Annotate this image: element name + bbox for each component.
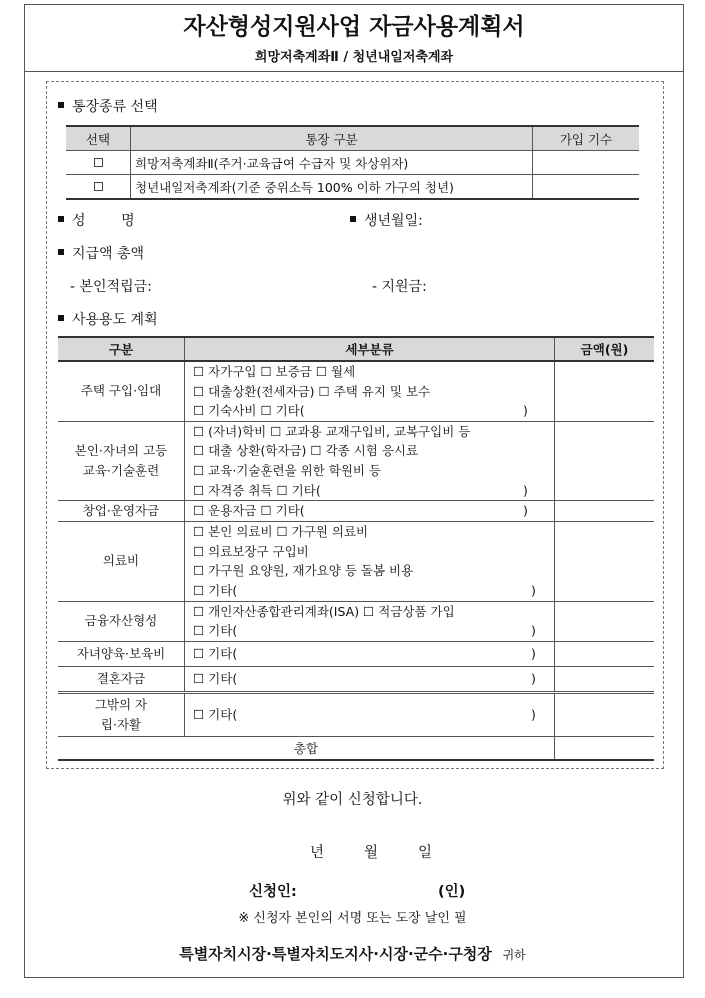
detail-line[interactable]: ☐ 의료보장구 구입비 bbox=[193, 543, 309, 559]
support-amount-label: - 지원금: bbox=[372, 279, 427, 295]
detail-line[interactable]: ☐ 개인자산종합관리계좌(ISA) ☐ 적금상품 가입 bbox=[193, 603, 455, 619]
category-housing: 주택 구입·임대 bbox=[58, 361, 185, 421]
recipient-line bbox=[0, 943, 705, 964]
detail-line[interactable] bbox=[193, 581, 550, 601]
header-divider bbox=[24, 71, 684, 72]
amount-other[interactable] bbox=[555, 692, 655, 736]
detail-line[interactable] bbox=[193, 669, 550, 689]
category-other bbox=[58, 692, 185, 736]
detail-housing bbox=[185, 361, 555, 421]
account-name-1: 희망저축계좌Ⅱ(주거·교육급여 수급자 및 차상위자) bbox=[131, 151, 533, 175]
close-paren: ) bbox=[523, 503, 528, 519]
detail-medical bbox=[185, 522, 555, 601]
detail-text: ☐ 기숙사비 ☐ 기타( bbox=[193, 403, 305, 419]
usage-heading-text: 사용용도 계획 bbox=[72, 312, 158, 328]
detail-line[interactable] bbox=[193, 481, 550, 501]
date-day: 일 bbox=[418, 845, 433, 861]
detail-line[interactable]: ☐ 본인 의료비 ☐ 가구원 의료비 bbox=[193, 524, 369, 540]
detail-line[interactable] bbox=[193, 401, 550, 421]
detail-text: ☐ 기타( bbox=[193, 623, 238, 639]
applicant-name-label bbox=[58, 210, 135, 230]
detail-line[interactable]: ☐ 가구원 요양원, 재가요양 등 돌봄 비용 bbox=[193, 563, 414, 579]
table-row bbox=[58, 601, 654, 641]
close-paren: ) bbox=[531, 645, 536, 661]
self-savings-label: - 본인적립금: bbox=[70, 279, 152, 295]
bullet-square-icon bbox=[58, 315, 64, 321]
col-category: 구분 bbox=[58, 337, 185, 361]
form-title: 자산형성지원사업 자금사용계획서 bbox=[183, 14, 525, 40]
col-amount: 금액(원) bbox=[555, 337, 655, 361]
detail-text: ☐ 운용자금 ☐ 기타( bbox=[193, 503, 305, 519]
table-row bbox=[58, 421, 654, 500]
seal-label[interactable]: (인) bbox=[438, 884, 466, 900]
detail-text: ☐ 기타( bbox=[193, 645, 238, 661]
detail-other bbox=[185, 692, 555, 736]
applicant-signature-label: 신청인: bbox=[249, 884, 297, 900]
table-row bbox=[58, 666, 654, 692]
bullet-square-icon bbox=[58, 216, 64, 222]
account-heading-text: 통장종류 선택 bbox=[72, 99, 158, 115]
category-medical: 의료비 bbox=[58, 522, 185, 601]
table-row bbox=[58, 501, 654, 522]
amount-startup[interactable] bbox=[555, 501, 655, 522]
detail-line[interactable] bbox=[193, 621, 550, 641]
close-paren: ) bbox=[523, 403, 528, 419]
name-label-text: 성 명 bbox=[72, 213, 135, 229]
amount-housing[interactable] bbox=[555, 361, 655, 421]
detail-financial bbox=[185, 601, 555, 641]
statement-text: 위와 같이 신청합니다. bbox=[282, 792, 423, 808]
recipient-suffix: 귀하 bbox=[502, 948, 526, 962]
table-row bbox=[58, 692, 654, 736]
bullet-square-icon bbox=[58, 249, 64, 255]
table-row bbox=[58, 361, 654, 421]
detail-text: ☐ 기타( bbox=[193, 670, 238, 686]
detail-text: ☐ 자격증 취득 ☐ 기타( bbox=[193, 482, 321, 498]
table-row bbox=[66, 175, 639, 200]
total-row bbox=[58, 736, 654, 760]
usage-plan-table bbox=[58, 336, 654, 761]
amount-medical[interactable] bbox=[555, 522, 655, 601]
payment-heading-text: 지급액 총액 bbox=[72, 246, 145, 262]
detail-text: ☐ 기타( bbox=[193, 706, 238, 722]
account-name-2: 청년내일저축계좌(기준 중위소득 100% 이하 가구의 청년) bbox=[131, 175, 533, 200]
detail-text: ☐ 기타( bbox=[193, 582, 238, 598]
detail-line[interactable] bbox=[193, 644, 550, 664]
dob-label-text: 생년월일: bbox=[364, 213, 423, 229]
detail-line[interactable]: ☐ 대출 상환(학자금) ☐ 각종 시험 응시료 bbox=[193, 443, 419, 459]
close-paren: ) bbox=[531, 670, 536, 686]
detail-line[interactable]: ☐ 대출상환(전세자금) ☐ 주택 유지 및 보수 bbox=[193, 383, 431, 399]
table-row bbox=[66, 151, 639, 175]
account-term-1[interactable] bbox=[533, 151, 640, 175]
category-childcare: 자녀양육·보육비 bbox=[58, 641, 185, 666]
detail-wedding bbox=[185, 666, 555, 692]
amount-education[interactable] bbox=[555, 421, 655, 500]
account-section-heading bbox=[58, 96, 158, 116]
detail-line[interactable]: ☐ 교육·기술훈련을 위한 학원비 등 bbox=[193, 462, 382, 478]
account-term-2[interactable] bbox=[533, 175, 640, 200]
col-select: 선택 bbox=[66, 126, 131, 151]
category-text: 그밖의 자립·자활 bbox=[94, 696, 148, 732]
category-financial: 금융자산형성 bbox=[58, 601, 185, 641]
detail-line[interactable] bbox=[193, 501, 550, 521]
detail-startup bbox=[185, 501, 555, 522]
detail-line[interactable]: ☐ 자가구입 ☐ 보증금 ☐ 월세 bbox=[193, 364, 356, 379]
amount-childcare[interactable] bbox=[555, 641, 655, 666]
date-year: 년 bbox=[310, 845, 325, 861]
close-paren: ) bbox=[531, 623, 536, 639]
checkbox-icon[interactable] bbox=[94, 158, 103, 167]
close-paren: ) bbox=[531, 582, 536, 598]
category-education bbox=[58, 421, 185, 500]
account-type-table bbox=[66, 125, 639, 200]
table-row bbox=[58, 641, 654, 666]
amount-financial[interactable] bbox=[555, 601, 655, 641]
category-startup: 창업·운영자금 bbox=[58, 501, 185, 522]
col-term: 가입 기수 bbox=[533, 126, 640, 151]
account-checkbox-1[interactable] bbox=[66, 151, 131, 175]
date-month: 월 bbox=[364, 845, 379, 861]
applicant-dob-label bbox=[350, 210, 423, 230]
bullet-square-icon bbox=[350, 216, 356, 222]
checkbox-icon[interactable] bbox=[94, 182, 103, 191]
close-paren: ) bbox=[531, 706, 536, 722]
category-wedding: 결혼자금 bbox=[58, 666, 185, 692]
detail-education bbox=[185, 421, 555, 500]
recipient-text: 특별자치시장·특별자치도지사·시장·군수·구청장 bbox=[179, 945, 492, 963]
col-detail: 세부분류 bbox=[185, 337, 555, 361]
table-row bbox=[58, 522, 654, 601]
signature-note: ※ 신청자 본인의 서명 또는 도장 날인 필 bbox=[238, 911, 467, 926]
close-paren: ) bbox=[523, 482, 528, 498]
usage-heading bbox=[58, 309, 158, 329]
amount-wedding[interactable] bbox=[555, 666, 655, 692]
detail-line[interactable] bbox=[193, 705, 550, 725]
account-checkbox-2[interactable] bbox=[66, 175, 131, 200]
category-text: 본인·자녀의 고등교육·기술훈련 bbox=[74, 442, 168, 478]
bullet-square-icon bbox=[58, 102, 64, 108]
total-amount[interactable] bbox=[555, 736, 655, 760]
detail-line[interactable]: ☐ (자녀)학비 ☐ 교과용 교재구입비, 교복구입비 등 bbox=[193, 423, 471, 439]
form-subtitle: 희망저축계좌Ⅱ / 청년내일저축계좌 bbox=[254, 50, 454, 65]
total-label: 총합 bbox=[58, 736, 555, 760]
col-account-type: 통장 구분 bbox=[131, 126, 533, 151]
detail-childcare bbox=[185, 641, 555, 666]
payment-heading bbox=[58, 243, 144, 263]
